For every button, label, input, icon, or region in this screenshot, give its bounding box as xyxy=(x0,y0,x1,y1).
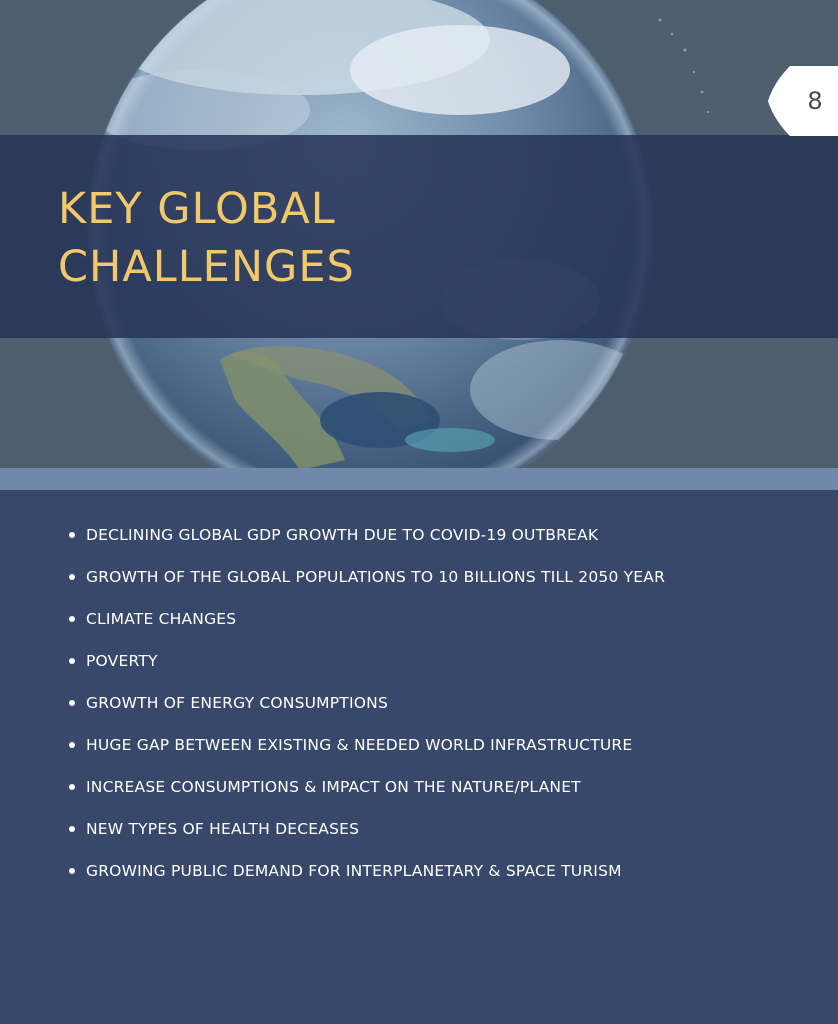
list-item-text: NEW TYPES OF HEALTH DECEASES xyxy=(86,820,360,838)
bullet-icon xyxy=(69,784,75,790)
bullet-icon xyxy=(69,574,75,580)
list-item xyxy=(66,565,806,607)
content-panel xyxy=(0,490,838,1024)
list-item xyxy=(66,817,806,859)
title-line-1: KEY GLOBAL xyxy=(58,184,336,234)
list-item xyxy=(66,859,806,901)
bullet-icon xyxy=(69,616,75,622)
bullet-icon xyxy=(69,658,75,664)
list-item-text: HUGE GAP BETWEEN EXISTING & NEEDED WORLD INFRASTRUCTURE xyxy=(86,736,633,754)
page-number: 8 xyxy=(807,87,823,115)
list-item-text: GROWTH OF THE GLOBAL POPULATIONS TO 10 BILLIONS TILL 2050 YEAR xyxy=(86,568,666,586)
bullet-icon xyxy=(69,742,75,748)
list-item xyxy=(66,691,806,733)
list-item-text: DECLINING GLOBAL GDP GROWTH DUE TO COVID-19 OUTBREAK xyxy=(86,526,599,544)
list-item xyxy=(66,775,806,817)
divider-stripe xyxy=(0,468,838,490)
bullet-icon xyxy=(69,700,75,706)
list-item xyxy=(66,649,806,691)
list-item-text: INCREASE CONSUMPTIONS & IMPACT ON THE NATURE/PLANET xyxy=(86,778,581,796)
page-title xyxy=(58,180,578,296)
bullet-icon xyxy=(69,868,75,874)
list-item-text: GROWTH OF ENERGY CONSUMPTIONS xyxy=(86,694,388,712)
list-item-text: CLIMATE CHANGES xyxy=(86,610,237,628)
challenges-list xyxy=(66,523,806,901)
list-item xyxy=(66,607,806,649)
list-item xyxy=(66,523,806,565)
list-item-text: POVERTY xyxy=(86,652,158,670)
list-item xyxy=(66,733,806,775)
title-line-2: CHALLENGES xyxy=(58,242,355,292)
page-number-tab xyxy=(768,66,838,136)
bullet-icon xyxy=(69,826,75,832)
bullet-icon xyxy=(69,532,75,538)
list-item-text: GROWING PUBLIC DEMAND FOR INTERPLANETARY & SPACE TURISM xyxy=(86,862,622,880)
